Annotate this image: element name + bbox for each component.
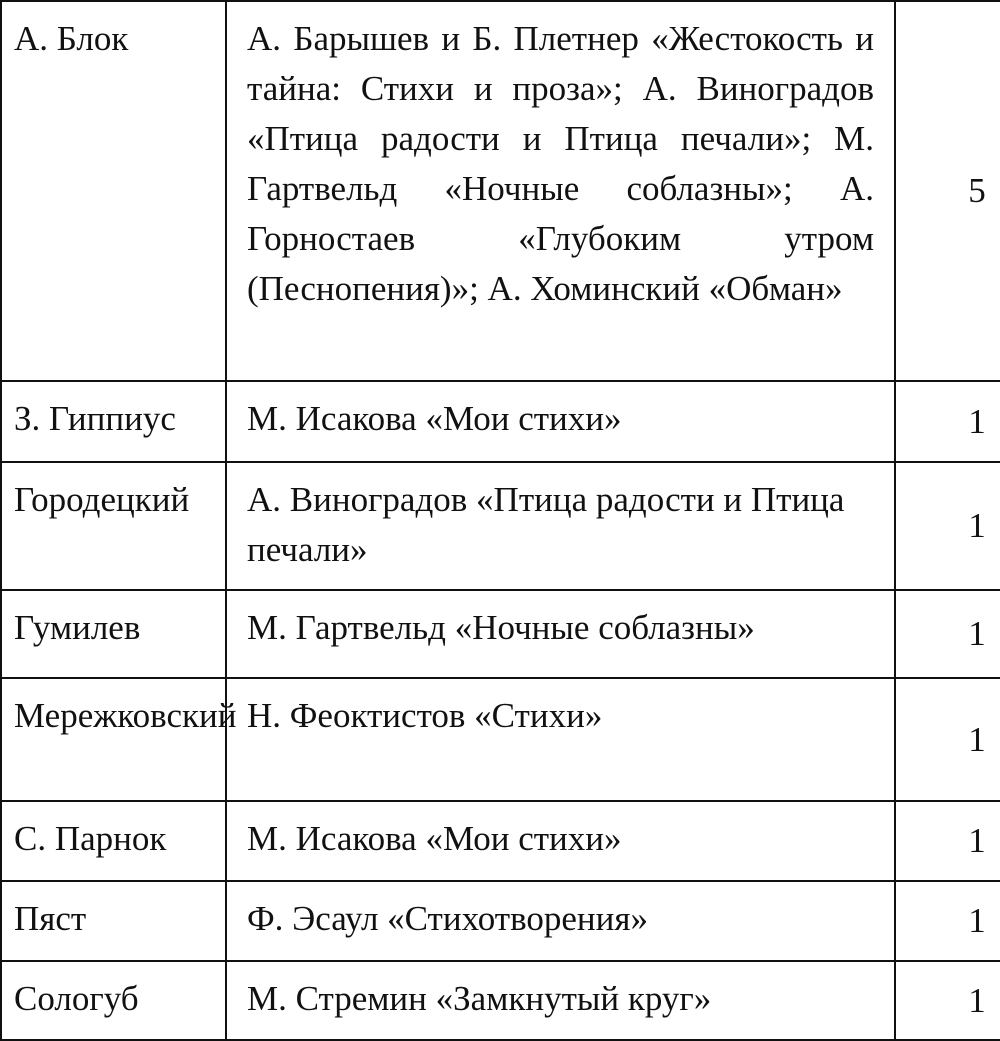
- works-text: М. Гартвельд «Ночные соблазны»: [247, 608, 755, 647]
- works-cell: [226, 961, 895, 1040]
- author-cell: [1, 801, 226, 881]
- works-text: Н. Феоктистов «Стихи»: [247, 696, 603, 735]
- author-name: Сологуб: [14, 979, 139, 1018]
- table-row: [1, 961, 1000, 1040]
- works-cell: [226, 678, 895, 801]
- table-row: [1, 462, 1000, 590]
- works-text: М. Исакова «Мои стихи»: [247, 399, 622, 438]
- author-cell: [1, 462, 226, 590]
- works-cell: [226, 801, 895, 881]
- table-row: [1, 1, 1000, 381]
- author-name: Городецкий: [14, 480, 190, 519]
- works-cell: [226, 1, 895, 381]
- works-text: М. Исакова «Мои стихи»: [247, 819, 622, 858]
- table-row: [1, 590, 1000, 678]
- works-cell: [226, 881, 895, 961]
- author-name: А. Блок: [14, 19, 129, 58]
- author-name: Пяст: [14, 899, 87, 938]
- author-name: Мережковский: [14, 696, 237, 735]
- table-row: [1, 678, 1000, 801]
- count-cell: 5: [895, 1, 1000, 381]
- author-cell: [1, 961, 226, 1040]
- count-cell: 1: [895, 462, 1000, 590]
- author-cell: [1, 1, 226, 381]
- works-cell: [226, 381, 895, 462]
- table-row: [1, 881, 1000, 961]
- author-cell: [1, 881, 226, 961]
- works-text: А. Барышев и Б. Плетнер «Жестокость и тайна: Стихи и проза»; А. Виноградов «Птица радости и Птица печали»; М. Гартвельд «Ночные соблазны»; А. Горностаев «Глубоким утром (Песнопения)»; А. Хоминский «Обман»: [247, 19, 874, 308]
- count-cell: 1: [895, 881, 1000, 961]
- table-row: [1, 801, 1000, 881]
- author-cell: [1, 590, 226, 678]
- table-row: [1, 381, 1000, 462]
- works-text: М. Стремин «Замкнутый круг»: [247, 979, 712, 1018]
- author-name: Гумилев: [14, 608, 141, 647]
- works-text: Ф. Эсаул «Стихотворения»: [247, 899, 648, 938]
- works-text: А. Виноградов «Птица радости и Птица печали»: [247, 480, 845, 569]
- author-name: С. Парнок: [14, 819, 167, 858]
- author-cell: [1, 381, 226, 462]
- count-cell: 1: [895, 590, 1000, 678]
- works-cell: [226, 590, 895, 678]
- works-cell: [226, 462, 895, 590]
- count-cell: 1: [895, 961, 1000, 1040]
- author-name: З. Гиппиус: [14, 399, 176, 438]
- author-cell: [1, 678, 237, 801]
- count-cell: 1: [895, 381, 1000, 462]
- count-cell: 1: [895, 678, 1000, 801]
- count-cell: 1: [895, 801, 1000, 881]
